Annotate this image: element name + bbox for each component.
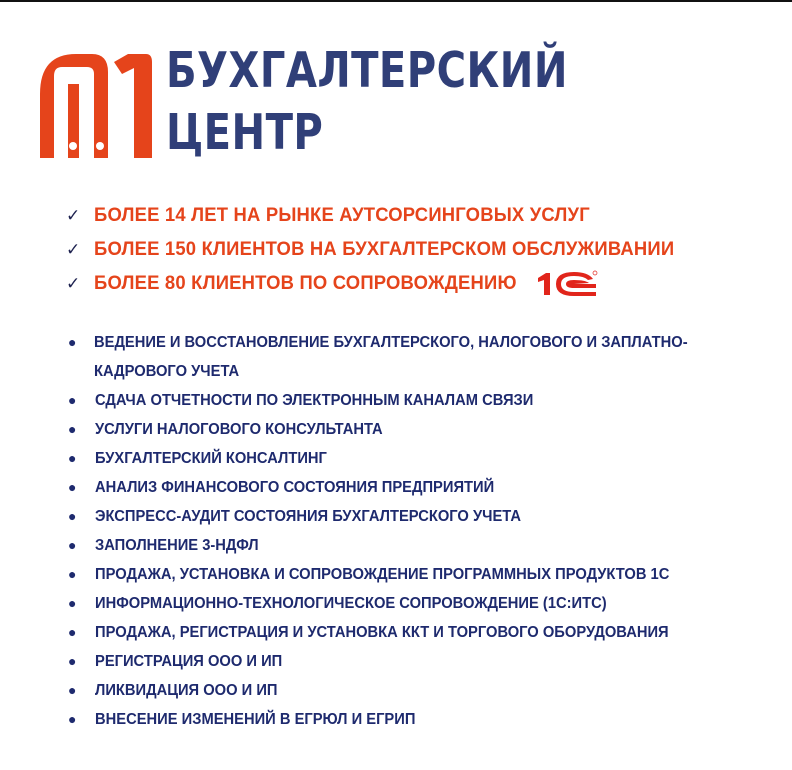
bullet-icon: ● bbox=[68, 421, 77, 437]
bullet-icon: ● bbox=[68, 682, 77, 698]
bullet-icon: ● bbox=[68, 711, 77, 727]
1c-logo bbox=[536, 269, 598, 299]
bullet-icon: ● bbox=[68, 508, 77, 524]
bullet-icon: ● bbox=[68, 392, 77, 408]
service-item bbox=[66, 589, 776, 618]
brand-title-line1: БУХГАЛТЕРСКИЙ bbox=[166, 42, 568, 99]
service-item bbox=[66, 618, 776, 647]
advantage-text: БОЛЕЕ 14 ЛЕТ НА РЫНКЕ АУТСОРСИНГОВЫХ УСЛУГ bbox=[94, 205, 590, 226]
service-text: ПРОДАЖА, УСТАНОВКА И СОПРОВОЖДЕНИЕ ПРОГРАММНЫХ ПРОДУКТОВ 1С bbox=[95, 566, 670, 583]
checkmark-icon: ✓ bbox=[66, 240, 81, 260]
service-text: ИНФОРМАЦИОННО-ТЕХНОЛОГИЧЕСКОЕ СОПРОВОЖДЕНИЕ (1С:ИТС) bbox=[95, 595, 607, 612]
service-text: АНАЛИЗ ФИНАНСОВОГО СОСТОЯНИЯ ПРЕДПРИЯТИЙ bbox=[95, 479, 495, 496]
service-item bbox=[66, 386, 776, 415]
bullet-icon: ● bbox=[68, 595, 77, 611]
company-logo-mark bbox=[40, 54, 152, 164]
service-item bbox=[66, 328, 776, 386]
advantage-text: БОЛЕЕ 150 КЛИЕНТОВ НА БУХГАЛТЕРСКОМ ОБСЛУЖИВАНИИ bbox=[94, 239, 675, 260]
service-item bbox=[66, 560, 776, 589]
service-item bbox=[66, 705, 776, 734]
brand-title-line2: ЦЕНТР bbox=[166, 104, 324, 161]
service-text: ЭКСПРЕСС-АУДИТ СОСТОЯНИЯ БУХГАЛТЕРСКОГО УЧЕТА bbox=[95, 508, 521, 525]
bullet-icon: ● bbox=[68, 653, 77, 669]
service-item bbox=[66, 676, 776, 705]
bullet-icon: ● bbox=[68, 334, 77, 350]
service-text: РЕГИСТРАЦИЯ ООО И ИП bbox=[95, 653, 283, 670]
service-text: ЛИКВИДАЦИЯ ООО И ИП bbox=[95, 682, 278, 699]
advantages-list bbox=[66, 199, 692, 301]
advantage-item bbox=[66, 233, 692, 267]
top-divider bbox=[0, 0, 792, 2]
service-text: ВЕДЕНИЕ И ВОССТАНОВЛЕНИЕ БУХГАЛТЕРСКОГО, НАЛОГОВОГО И ЗАПЛАТНО-КАДРОВОГО УЧЕТА bbox=[93, 334, 688, 380]
advantage-text: БОЛЕЕ 80 КЛИЕНТОВ ПО СОПРОВОЖДЕНИЮ bbox=[94, 273, 517, 294]
checkmark-icon: ✓ bbox=[66, 206, 81, 226]
service-item bbox=[66, 444, 776, 473]
bullet-icon: ● bbox=[68, 479, 77, 495]
service-item bbox=[66, 647, 776, 676]
service-text: БУХГАЛТЕРСКИЙ КОНСАЛТИНГ bbox=[95, 450, 327, 467]
services-list bbox=[66, 328, 776, 734]
bullet-icon: ● bbox=[68, 537, 77, 553]
bullet-icon: ● bbox=[68, 624, 77, 640]
service-text: ПРОДАЖА, РЕГИСТРАЦИЯ И УСТАНОВКА ККТ И ТОРГОВОГО ОБОРУДОВАНИЯ bbox=[95, 624, 669, 641]
advantage-item bbox=[66, 199, 692, 233]
service-text: УСЛУГИ НАЛОГОВОГО КОНСУЛЬТАНТА bbox=[95, 421, 383, 438]
service-text: ВНЕСЕНИЕ ИЗМЕНЕНИЙ В ЕГРЮЛ И ЕГРИП bbox=[95, 711, 416, 728]
service-item bbox=[66, 473, 776, 502]
service-item bbox=[66, 502, 776, 531]
service-item bbox=[66, 415, 776, 444]
service-text: ЗАПОЛНЕНИЕ 3-НДФЛ bbox=[95, 537, 259, 554]
bullet-icon: ● bbox=[68, 566, 77, 582]
service-item bbox=[66, 531, 776, 560]
advantage-item bbox=[66, 267, 692, 301]
service-text: СДАЧА ОТЧЕТНОСТИ ПО ЭЛЕКТРОННЫМ КАНАЛАМ СВЯЗИ bbox=[95, 392, 534, 409]
bullet-icon: ● bbox=[68, 450, 77, 466]
checkmark-icon: ✓ bbox=[66, 274, 81, 294]
